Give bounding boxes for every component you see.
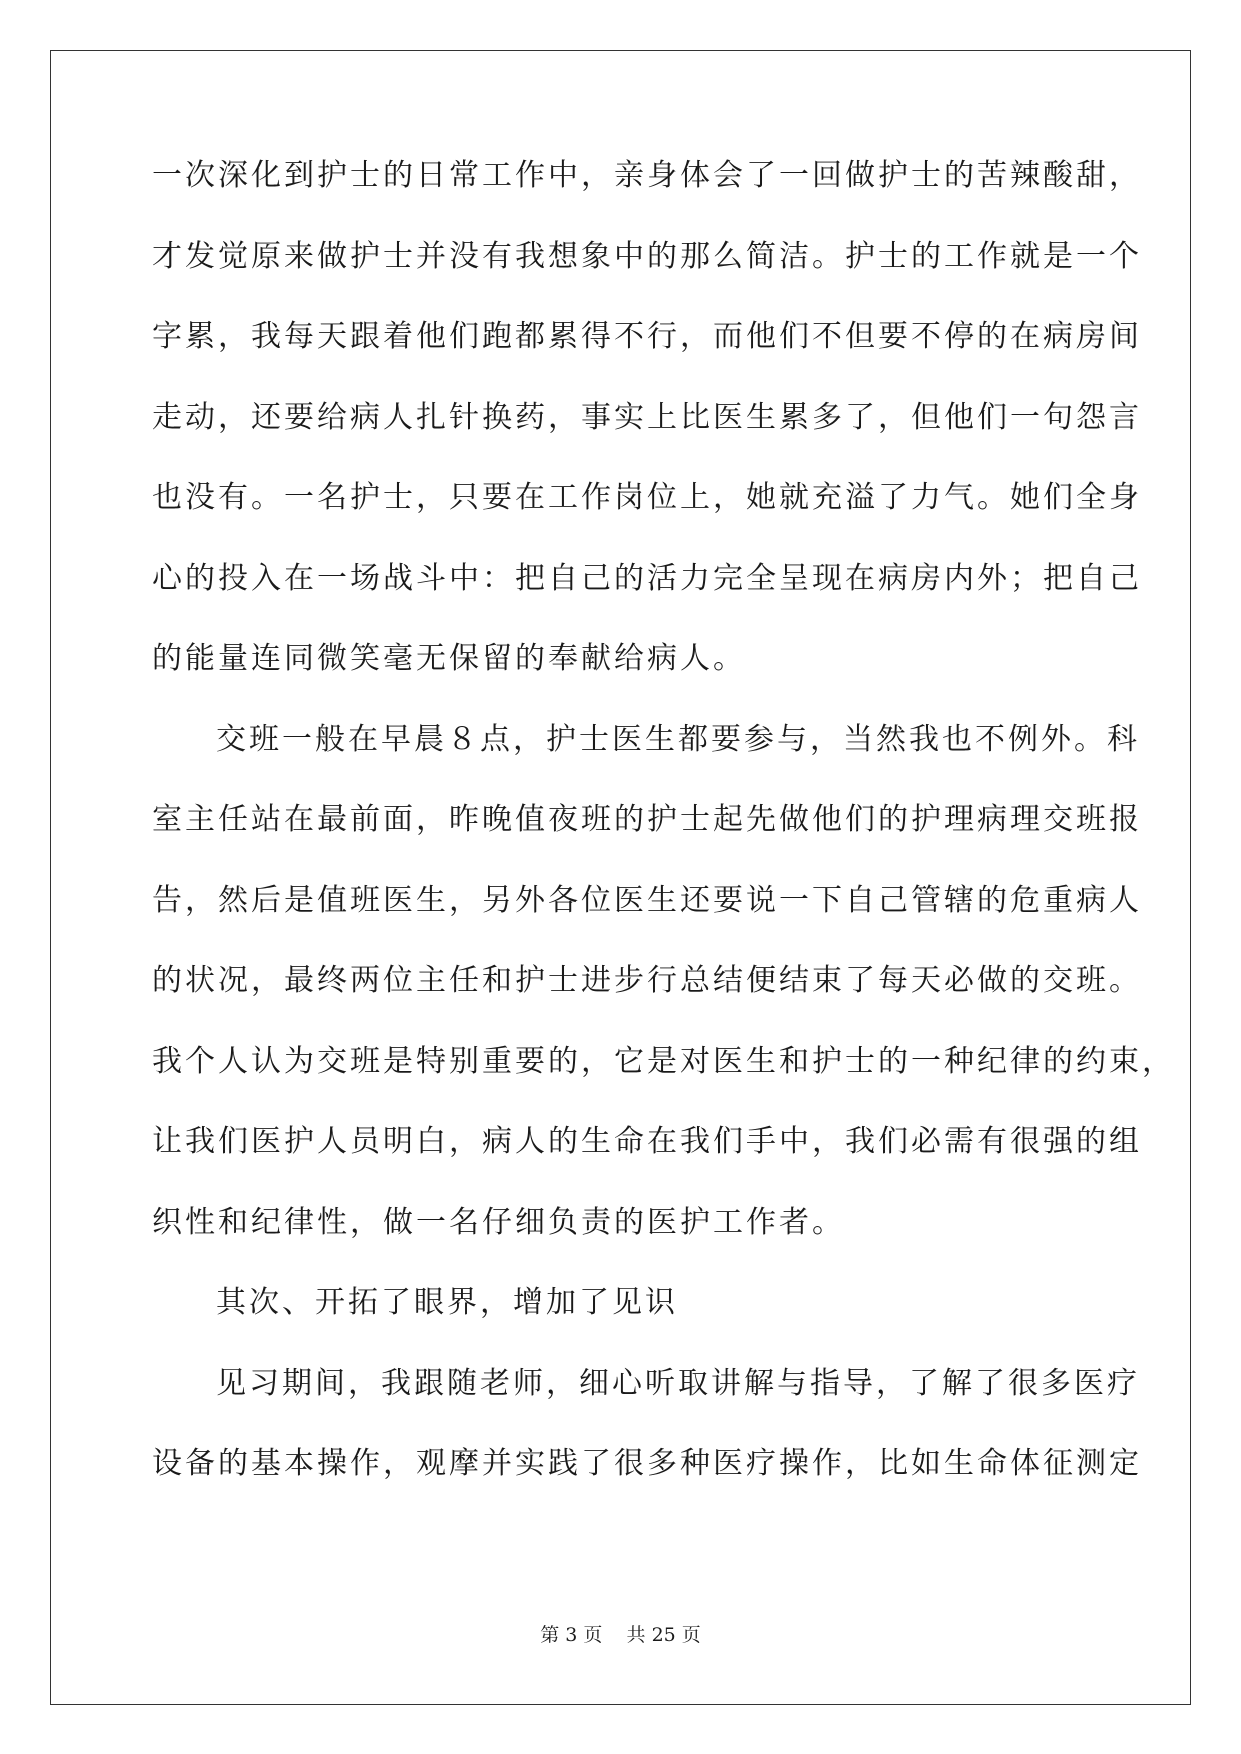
page-footer [0,1620,1241,1647]
document-body [152,156,1175,1525]
text-line: 字累，我每天跟着他们跑都累得不行，而他们不但要不停的在病房间 [152,319,1142,354]
text-line: 心的投入在一场战斗中：把自己的活力完全呈现在病房内外；把自己 [152,560,1142,596]
text-line: 织性和纪律性，做一名仔细负责的医护工作者。 [152,1204,845,1240]
paragraph-start-line: 交班一般在早晨８点，护士医生都要参与，当然我也不例外。科 [216,721,1140,757]
text-line: 的状况，最终两位主任和护士进步行总结便结束了每天必做的交班。 [152,963,1142,998]
text-line: 的能量连同微笑毫无保留的奉献给病人。 [152,641,746,676]
page-number: 第 3 页 [540,1624,603,1646]
text-line: 让我们医护人员明白，病人的生命在我们手中，我们必需有很强的组 [152,1124,1142,1159]
text-line: 走动，还要给病人扎针换药，事实上比医生累多了，但他们一句怨言 [152,399,1142,435]
paragraph-start-line: 见习期间，我跟随老师，细心听取讲解与指导，了解了很多医疗 [216,1365,1140,1401]
text-line: 才发觉原来做护士并没有我想象中的那么简洁。护士的工作就是一个 [152,238,1142,274]
text-line: 我个人认为交班是特别重要的，它是对医生和护士的一种纪律的约束， [152,1043,1175,1079]
text-line: 一次深化到护士的日常工作中，亲身体会了一回做护士的苦辣酸甜， [152,158,1142,193]
text-line: 设备的基本操作，观摩并实践了很多种医疗操作，比如生命体征测定 [152,1446,1142,1481]
text-line: 告，然后是值班医生，另外各位医生还要说一下自己管辖的危重病人 [152,882,1142,918]
text-line: 室主任站在最前面，昨晚值夜班的护士起先做他们的护理病理交班报 [152,802,1142,837]
text-line: 也没有。一名护士，只要在工作岗位上，她就充溢了力气。她们全身 [152,480,1142,515]
section-heading: 其次、开拓了眼界，增加了见识 [216,1285,678,1320]
page-total: 共 25 页 [626,1624,701,1646]
